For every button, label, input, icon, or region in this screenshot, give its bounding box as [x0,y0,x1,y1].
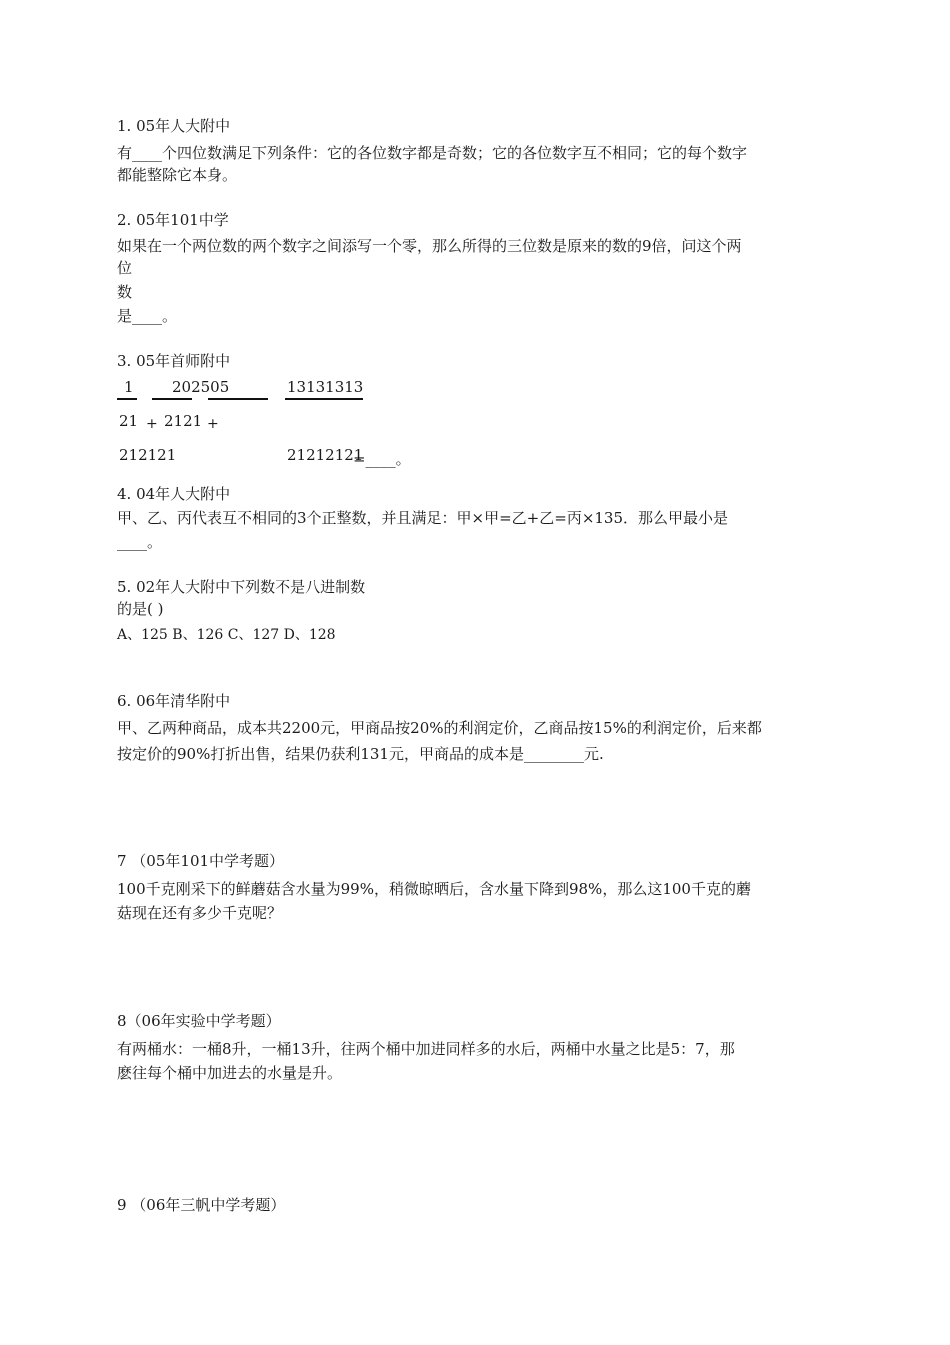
problem-8-line-2: 麽往每个桶中加进去的水量是升。 [117,1064,343,1082]
denominator-21212121: 21212121 [287,446,364,464]
fraction-bar-1 [117,398,137,400]
fraction-2-numerator: 202505 [172,378,230,396]
problem-5-line-1: 的是( ) [117,600,164,618]
problem-5-options: A、125 B、126 C、127 D、128 [117,627,336,643]
problem-8-heading: 8（06年实验中学考题） [117,1012,281,1030]
denominator-2121: 2121 [164,412,203,430]
problem-6-line-2: 按定价的90%打折出售，结果仍获利131元，甲商品的成本是________元. [117,745,604,763]
problem-8-line-1: 有两桶水：一桶8升，一桶13升，往两个桶中加进同样多的水后，两桶中水量之比是5：7，那 [117,1040,735,1058]
problem-4-line-2: ____。 [117,533,163,551]
problem-1-line-2: 都能整除它本身。 [117,166,238,184]
fraction-1-numerator: 1 [124,378,134,396]
denominator-21: 21 [119,412,139,430]
problem-2-line-3: 数 [117,283,133,301]
problem-4-heading: 4. 04年人大附中 [117,485,231,503]
problem-5-heading: 5. 02年人大附中下列数不是八进制数 [117,578,366,596]
equals-blank: =____。 [353,450,411,468]
problem-2-line-4: 是____。 [117,307,178,325]
problem-7-heading: 7 （05年101中学考题） [117,852,285,870]
fraction-bar-2 [152,398,192,400]
plus-sign-1: + [146,416,158,432]
problem-4-line-1: 甲、乙、丙代表互不相同的3个正整数，并且满足：甲×甲=乙+乙=丙×135．那么甲最小是 [117,509,729,527]
problem-2-line-2: 位 [117,259,133,277]
problem-7-line-1: 100千克刚采下的鲜蘑菇含水量为99%，稍微晾晒后，含水量下降到98%，那么这100千克的蘑 [117,880,751,898]
problem-9-heading: 9 （06年三帆中学考题） [117,1196,286,1214]
problem-1-heading: 1. 05年人大附中 [117,117,231,135]
fraction-bar-3 [208,398,268,400]
problem-3-heading: 3. 05年首师附中 [117,352,231,370]
problem-1-line-1: 有____个四位数满足下列条件：它的各位数字都是奇数；它的各位数字互不相同；它的每个数字 [117,144,748,162]
problem-2-heading: 2. 05年101中学 [117,211,229,229]
problem-2-line-1: 如果在一个两位数的两个数字之间添写一个零，那么所得的三位数是原来的数的9倍，问这个两 [117,237,742,255]
problem-7-line-2: 菇现在还有多少千克呢？ [117,904,283,922]
problem-6-heading: 6. 06年清华附中 [117,692,231,710]
fraction-3-numerator: 13131313 [287,378,364,396]
plus-sign-2: + [207,416,219,432]
denominator-212121: 212121 [119,446,177,464]
problem-6-line-1: 甲、乙两种商品，成本共2200元，甲商品按20%的利润定价，乙商品按15%的利润定价，后来都 [117,719,762,737]
fraction-bar-4 [285,398,363,400]
